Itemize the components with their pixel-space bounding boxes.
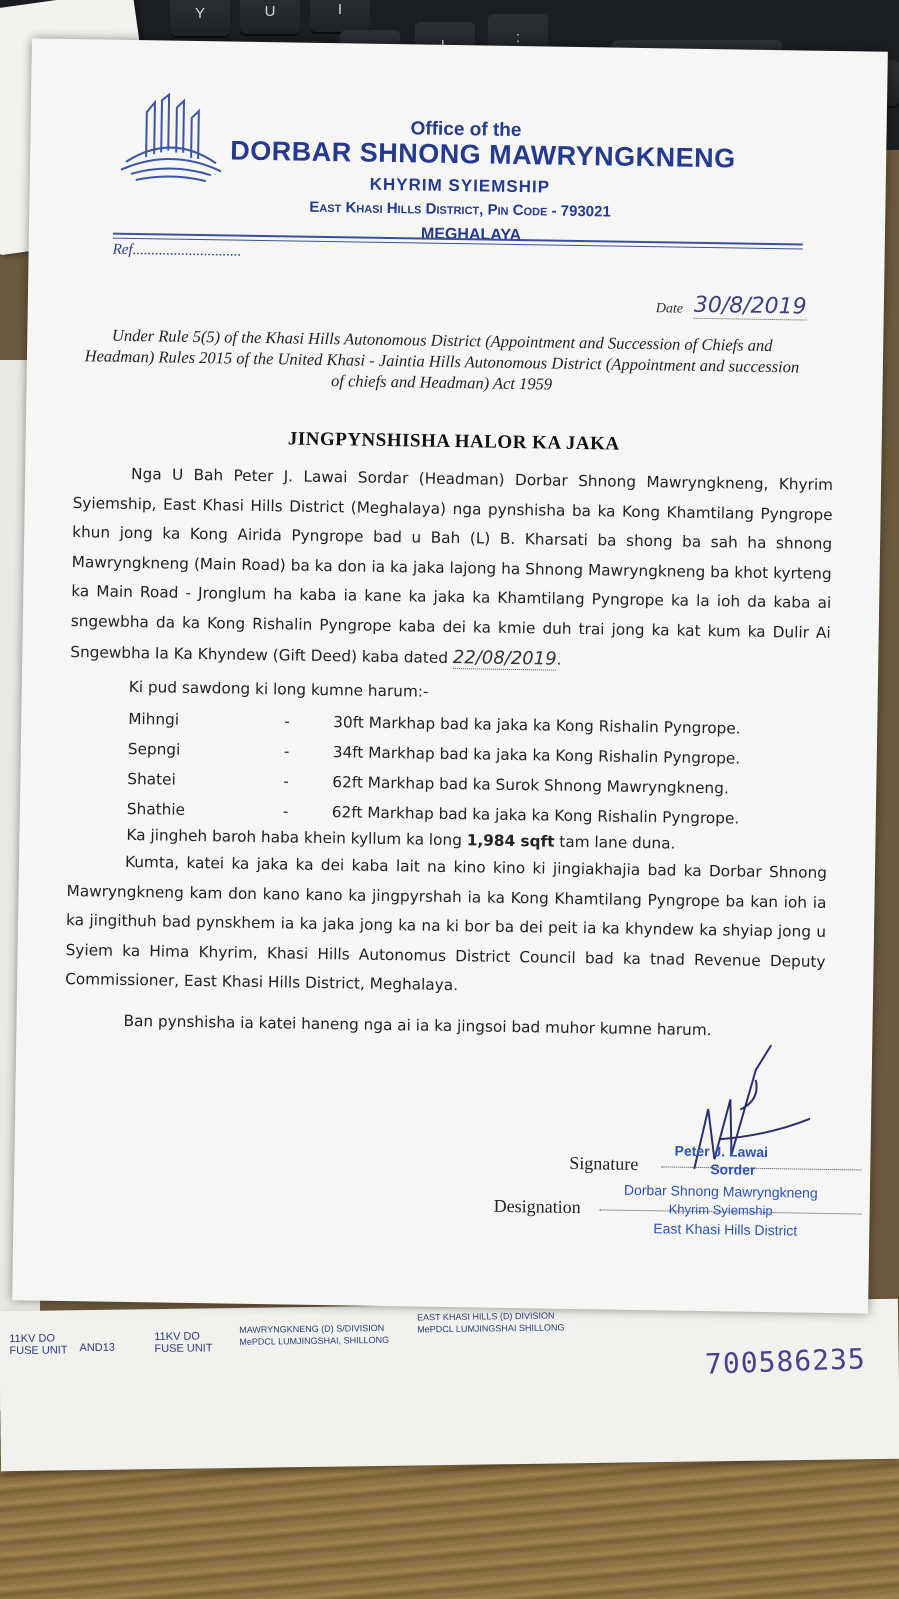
boundary-direction: Shathie <box>126 799 186 819</box>
boundary-dash: - <box>283 772 289 791</box>
signature-label: Signature <box>569 1152 639 1175</box>
boundary-dash: - <box>283 742 290 761</box>
boundary-direction: Sepngi <box>127 739 181 759</box>
stamp-line-3: East Khasi Hills District <box>653 1220 798 1239</box>
boundary-direction: Shatei <box>127 769 176 789</box>
letter-page <box>12 38 888 1313</box>
letterhead-state: MEGHALAYA <box>420 225 522 245</box>
receipt-cell: 11KV DO FUSE UNIT <box>154 1330 213 1356</box>
office-of-label: Office of the <box>410 118 522 142</box>
document-title: JINGPYNSHISHA HALOR KA JAKA <box>287 428 620 455</box>
boundary-row <box>126 799 807 828</box>
total-prefix: Ka jingheh baroh haba khein kyllum ka long <box>126 825 463 850</box>
key-i: I <box>310 0 370 32</box>
total-area: 1,984 sqft <box>466 831 555 851</box>
boundaries-intro: Ki pud sawdong ki long kumne harum:- <box>128 677 429 701</box>
boundary-description: 62ft Markhap bad ka jaka ka Kong Rishalin Pyngrope. <box>331 803 740 828</box>
letterhead-district: East Khasi Hills District, Pin Code - 793021 <box>309 198 611 221</box>
hills-logo-icon <box>116 92 227 184</box>
certificate-paragraph: Nga U Bah Peter J. Lawai Sordar (Headman) Dorbar Shnong Mawryngkneng, Khyrim Syiemship, East Khasi Hills District (Meghalaya) nga pynshisha ba ka Kong Khamtilang Pyngrope khun jong ka Kong Airida Pyngrope bad u Bah (L) B. Kharsati ba shong ba sah ha shnong Mawryngkneng (Main Road) ba ka don ia ka jaka lajong ha Shnong Mawryngkneng ba khot kyrteng ka Main Road - Jronglum ha kaba ia kane ka jaka ka Khamtilang Pyngrope ka la ioh da kaba ai sngewbha da ka Kong Rishalin Pyngrope kaba dei ka kmie duh trai jong ka kat kum ka Dulir Ai Sngewbha Ia Ka Khyndew (Gift Deed) kaba dated 22/08/2019. <box>70 464 834 670</box>
paragraph-text: Nga U Bah Peter J. Lawai Sordar (Headman) Dorbar Shnong Mawryngkneng, Khyrim Syiemship, East Khasi Hills District (Meghalaya) nga pynshisha ba ka Kong Khamtilang Pyngrope khun jong ka Kong Airida Pyngrope bad u Bah (L) B. Kharsati ba shong ba sah ha shnong Mawryngkneng (Main Road) ba ka don ia ka jaka lajong ha Shnong Mawryngkneng ba khot kyrteng ka Main Road - Jronglum ha kaba ia kane ka jaka ka Khamtilang Pyngrope ka la ioh da kaba ai sngewbha da ka Kong Rishalin Pyngrope kaba dei ka kmie duh trai jong ka kat kum ka Dulir Ai Sngewbha Ia Ka Khyndew (Gift Deed) kaba dated <box>70 464 834 667</box>
legal-preamble: Under Rule 5(5) of the Khasi Hills Autonomous District (Appointment and Succession of Chiefs and Headman) Rules 2015 of the United Khasi - Jaintia Hills Autonomous District (Appointment and succession of chiefs and Headman) Act 1959 <box>84 325 800 394</box>
boundary-description: 62ft Markhap bad ka Surok Shnong Mawryngkneng. <box>332 773 729 798</box>
electricity-receipt <box>0 1299 899 1472</box>
receipt-cell: EAST KHASI HILLS (D) DIVISION MePDCL LUMJINGSHAI SHILLONG <box>416 1310 565 1335</box>
deed-date: 22/08/2019 <box>452 646 557 670</box>
closing-line: Ban pynshisha ia katei haneng nga ai ia ka jingsoi bad muhor kumne harum. <box>123 1011 712 1040</box>
stamp-line-2: Khyrim Syiemship <box>668 1201 773 1219</box>
boundary-direction: Mihngi <box>128 709 180 729</box>
letterhead-subtitle: KHYRIM SYIEMSHIP <box>369 174 551 197</box>
reference-field: Ref............................. <box>112 241 242 260</box>
stamp-line-1: Dorbar Shnong Mawryngkneng <box>623 1181 818 1201</box>
boundary-row <box>127 769 807 798</box>
key-y: Y <box>170 0 230 36</box>
boundary-description: 30ft Markhap bad ka jaka ka Kong Rishalin Pyngrope. <box>333 713 741 738</box>
receipt-cell: MAWRYNGKNENG (D) S/DIVISION MePDCL LUMJINGSHAI, SHILLONG <box>239 1322 390 1347</box>
boundary-dash: - <box>282 802 289 821</box>
stamp-role: Sorder <box>710 1161 756 1178</box>
receipt-cell: AND13 <box>79 1341 115 1355</box>
handwritten-number: 700586235 <box>704 1342 867 1381</box>
boundary-row <box>127 739 808 768</box>
clearance-paragraph: Kumta, katei ka jaka ka dei kaba lait na kino kino ki jingiakhajia bad ka Dorbar Shnong Mawryngkneng kam don kano kano ka jingpyrshah ia ka Kong Khamtilang Pyngrope ba kan ioh ia ka jingithuh bad pynskhem ia ka jaka jong ka na ki bor ba dei peit ia ka khyndew ka shyiap jong u Syiem ka Hima Khyrim, Khasi Hills Autonomus District Council bad ka tnad Revenue Deputy Commissioner, East Khasi Hills District, Meghalaya. <box>65 852 828 995</box>
date-label: Date <box>655 301 684 317</box>
receipt-cell: 11KV DO FUSE UNIT <box>9 1332 68 1358</box>
boundary-description: 34ft Markhap bad ka jaka ka Kong Rishalin Pyngrope. <box>332 743 741 768</box>
designation-label: Designation <box>493 1195 581 1218</box>
boundary-dash: - <box>284 712 290 731</box>
date-value: 30/8/2019 <box>693 292 807 320</box>
key-colon: : <box>488 14 548 60</box>
key-u: U <box>240 0 300 34</box>
stamp-name: Peter J. Lawai <box>674 1142 769 1161</box>
boundary-row <box>128 709 808 738</box>
letterhead-title: DORBAR SHNONG MAWRYNGKNENG <box>229 135 736 174</box>
total-suffix: tam lane duna. <box>559 832 676 853</box>
